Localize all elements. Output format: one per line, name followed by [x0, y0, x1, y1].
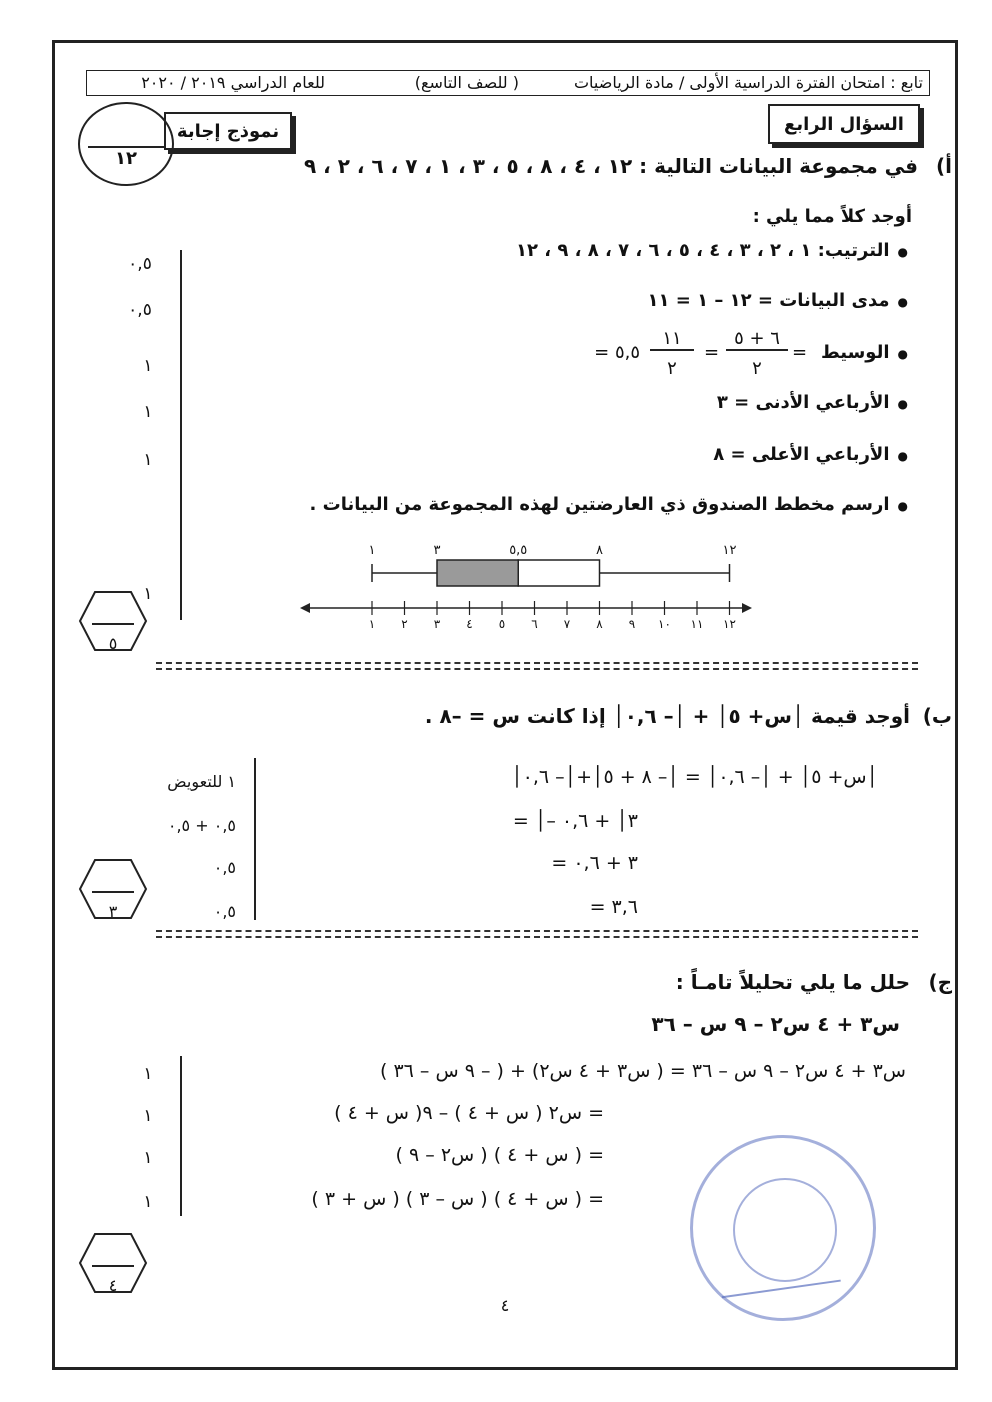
median-den1: ٢	[752, 358, 762, 379]
score-b-4: ٠,٥	[213, 902, 236, 921]
part-c-expression: س٣ + ٤ س٢ – ٩ س – ٣٦	[651, 1012, 900, 1036]
lower-quartile-item: ● الأرباعي الأدنى = ٣	[717, 392, 908, 413]
score-upper-quartile: ١	[143, 450, 153, 470]
part-c-line-2: = س٢ ( س + ٤ ) – ٩( س + ٤ )	[334, 1102, 604, 1124]
part-b-line-4: = ٣,٦	[589, 896, 638, 918]
part-b-line-1: │س+ ٥│ + │– ٠,٦│ = │– ٨ + ٥│+│– ٠,٦│	[511, 766, 878, 788]
part-b-score-divider	[254, 758, 256, 920]
median-num1: ٦ + ٥	[726, 328, 788, 351]
axis-tick-label: ٨	[596, 617, 603, 631]
score-c-3: ١	[143, 1148, 153, 1168]
part-a-label: أ)	[936, 154, 952, 178]
axis-tick-label: ٦	[531, 617, 538, 631]
ordering-item: ● الترتيب: ١ ، ٢ ، ٣ ، ٤ ، ٥ ، ٦ ، ٧ ، ٨ ، ٩ ، ١٢	[516, 240, 908, 261]
part-a-prompt: في مجموعة البيانات التالية : ١٢ ، ٤ ، ٨ ، ٥ ، ٣ ، ١ ، ٧ ، ٦ ، ٢ ، ٩	[303, 154, 918, 178]
score-c-2: ١	[143, 1106, 153, 1126]
axis-tick-label: ٧	[563, 617, 571, 631]
part-c-score: ٤	[108, 1276, 118, 1295]
axis-tick-label: ٩	[628, 617, 636, 631]
score-lower-quartile: ١	[143, 402, 153, 422]
median-eq1: =	[792, 342, 808, 363]
box-plot	[296, 536, 756, 636]
part-a-find: أوجد كلاً مما يلي :	[752, 206, 912, 227]
answer-model-label: نموذج إجابة	[164, 112, 292, 150]
axis-tick-label: ١٢	[723, 617, 736, 631]
upper-quartile-item: ● الأرباعي الأعلى = ٨	[713, 444, 908, 465]
box-lower-half	[437, 560, 518, 586]
median-den2: ٢	[667, 358, 677, 379]
score-range: ٠,٥	[128, 300, 152, 320]
median-label: ● الوسيط	[821, 342, 908, 363]
question-title: السؤال الرابع	[768, 104, 920, 144]
part-b-line-2: = │– ٣│ + ٠,٦	[512, 810, 638, 832]
page-number: ٤	[500, 1296, 510, 1315]
part-c-label: ج)	[928, 970, 952, 994]
score-b-2: ٠,٥ + ٠,٥	[167, 816, 236, 835]
axis-tick-label: ٥	[498, 617, 506, 631]
range-item: ● مدى البيانات = ١٢ – ١ = ١١	[647, 290, 908, 311]
part-c-line-1: س٣ + ٤ س٢ – ٩ س – ٣٦ = ( س٣ + ٤ س٢) + ( – ٩ س – ٣٦ )	[380, 1060, 906, 1082]
boxplot-value-label: ٨	[596, 543, 603, 558]
median-num2: ١١	[650, 328, 694, 351]
score-c-1: ١	[143, 1064, 153, 1084]
boxplot-value-label: ٥,٥	[509, 543, 528, 558]
part-c-prompt: حلل ما يلي تحليلاً تامـاً :	[675, 970, 910, 994]
axis-tick-label: ٤	[466, 617, 473, 631]
grade-label: ( للصف التاسع)	[414, 73, 519, 92]
axis-tick-label: ١٠	[658, 617, 671, 631]
total-score-oval	[78, 102, 174, 186]
part-b-prompt: أوجد قيمة │س+ ٥│ + │– ٠,٦│ إذا كانت س = –٨ .	[424, 704, 910, 728]
box-upper-half	[518, 560, 599, 586]
part-b-label: ب)	[922, 704, 952, 728]
number-line-arrow-left	[300, 603, 310, 613]
axis-tick-label: ٢	[401, 617, 408, 631]
separator-1	[156, 662, 918, 670]
part-b-line-3: = ٣ + ٠,٦	[551, 852, 638, 874]
axis-tick-label: ١١	[690, 617, 704, 631]
boxplot-value-label: ٣	[433, 543, 441, 558]
total-score: ١٢	[115, 148, 137, 169]
part-c-line-4: = ( س + ٤ ) ( س – ٣ ) ( س + ٣ )	[311, 1188, 604, 1210]
part-a-score: ٥	[108, 634, 118, 653]
boxplot-value-label: ١	[368, 543, 376, 558]
score-boxplot: ١	[143, 584, 153, 604]
draw-boxplot-item: ● ارسم مخطط الصندوق ذي العارضتين لهذه المجموعة من البيانات .	[310, 494, 908, 515]
score-ordering: ٠,٥	[128, 254, 152, 274]
score-b-3: ٠,٥	[213, 858, 236, 877]
part-a-score-divider	[180, 250, 182, 620]
school-year: للعام الدراسي ٢٠١٩ / ٢٠٢٠	[141, 73, 325, 92]
boxplot-value-label: ١٢	[722, 543, 737, 558]
separator-2	[156, 930, 918, 938]
part-c-line-3: = ( س + ٤ ) ( س٢ – ٩ )	[395, 1144, 604, 1166]
median-eq2: =	[704, 342, 720, 363]
score-median: ١	[143, 356, 153, 376]
score-c-4: ١	[143, 1192, 153, 1212]
exam-title: تابع : امتحان الفترة الدراسية الأولى / مادة الرياضيات	[573, 73, 923, 92]
exam-header-bar	[86, 70, 930, 96]
part-b-score: ٣	[108, 902, 118, 921]
score-substitution: ١ للتعويض	[167, 772, 236, 791]
axis-tick-label: ١	[368, 617, 376, 631]
part-c-score-divider	[180, 1056, 182, 1216]
axis-tick-label: ٣	[433, 617, 441, 631]
official-stamp	[690, 1135, 876, 1321]
number-line-arrow-right	[742, 603, 752, 613]
median-result: = ٥,٥	[594, 342, 640, 363]
